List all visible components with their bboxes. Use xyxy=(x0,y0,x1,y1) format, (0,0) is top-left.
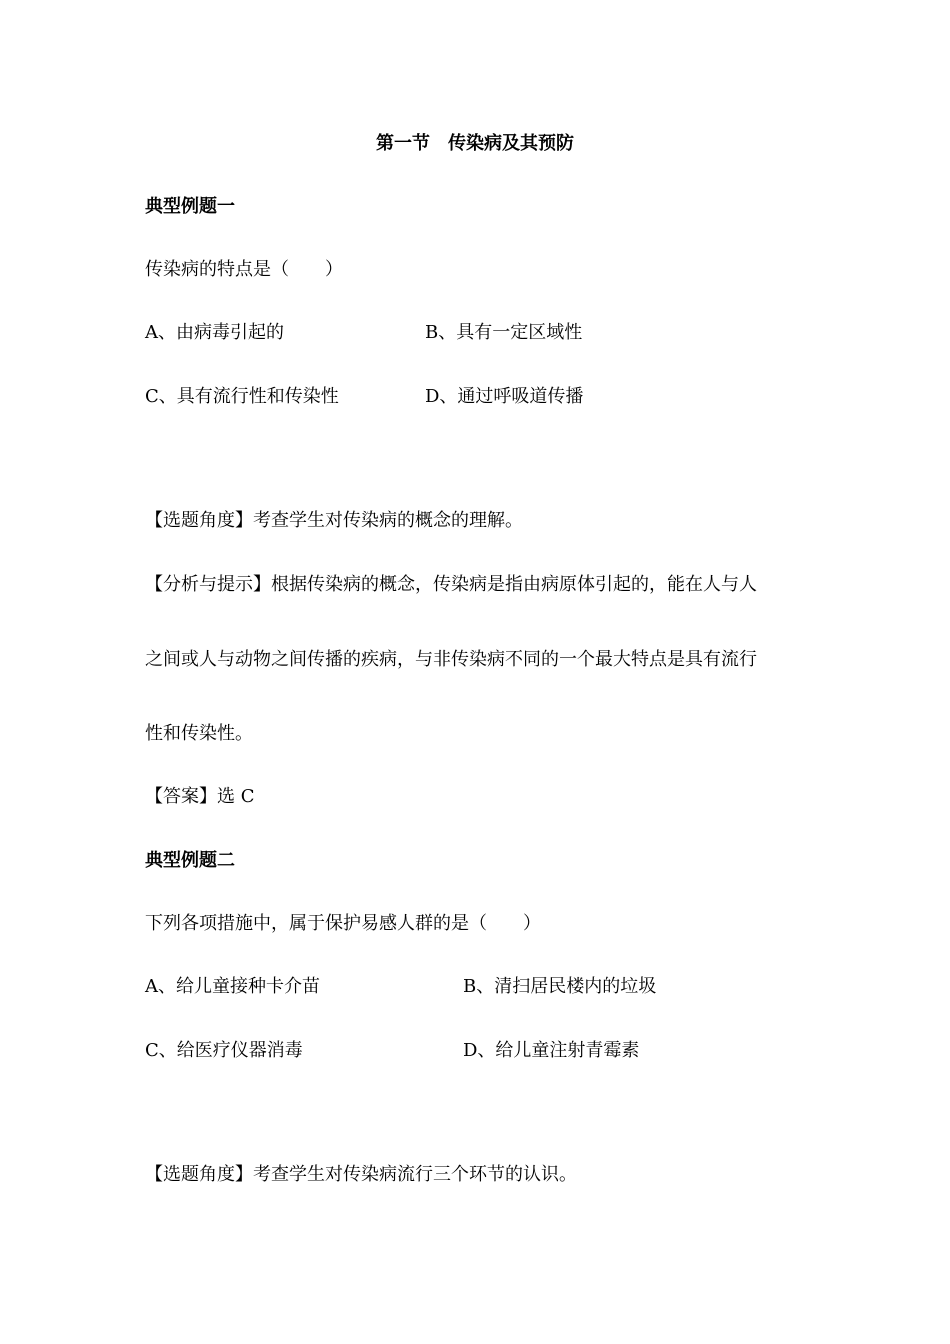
example-two-angle: 【选题角度】考查学生对传染病流行三个环节的认识。 xyxy=(145,1164,577,1185)
example-two-option-d: D、给儿童注射青霉素 xyxy=(463,1040,640,1061)
example-one-angle: 【选题角度】考查学生对传染病的概念的理解。 xyxy=(145,510,523,531)
page-title: 第一节 传染病及其预防 xyxy=(376,133,574,154)
example-one-option-d: D、通过呼吸道传播 xyxy=(425,386,584,407)
example-one-answer: 【答案】选 C xyxy=(145,786,255,807)
example-one-option-c: C、具有流行性和传染性 xyxy=(145,386,339,407)
example-two-option-a: A、给儿童接种卡介苗 xyxy=(145,976,320,997)
example-two-question: 下列各项措施中，属于保护易感人群的是（ ） xyxy=(145,913,541,934)
example-one-heading: 典型例题一 xyxy=(145,196,235,217)
example-two-option-c: C、给医疗仪器消毒 xyxy=(145,1040,303,1061)
example-one-analysis-line: 之间或人与动物之间传播的疾病，与非传染病不同的一个最大特点是具有流行 xyxy=(145,649,757,670)
example-two-option-b: B、清扫居民楼内的垃圾 xyxy=(463,976,657,997)
example-one-option-a: A、由病毒引起的 xyxy=(145,322,284,343)
example-one-question: 传染病的特点是（ ） xyxy=(145,259,343,280)
example-one-analysis-line: 性和传染性。 xyxy=(145,723,253,744)
example-two-heading: 典型例题二 xyxy=(145,850,235,871)
example-one-analysis-line: 【分析与提示】根据传染病的概念，传染病是指由病原体引起的，能在人与人 xyxy=(145,574,757,595)
example-one-option-b: B、具有一定区域性 xyxy=(425,322,583,343)
